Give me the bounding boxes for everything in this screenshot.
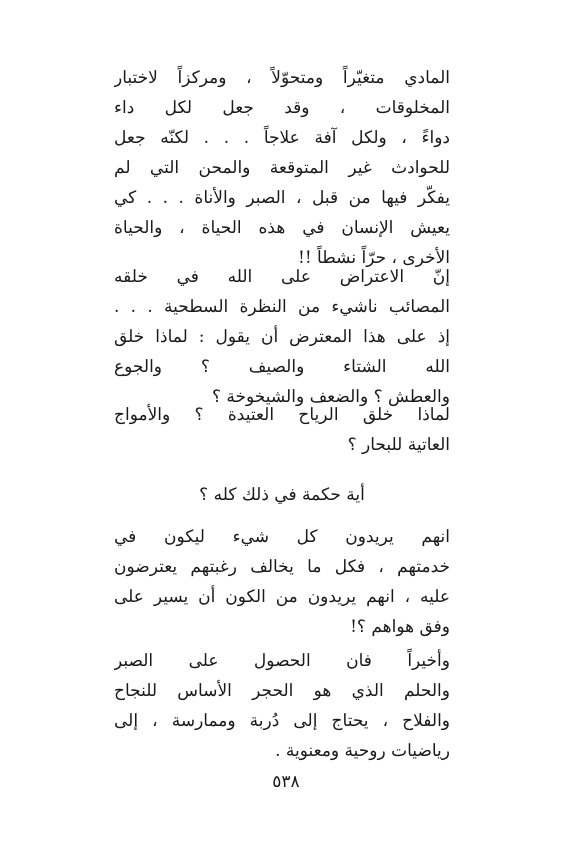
text-line: والحلم الذي هو الحجر الأساس للنجاح bbox=[114, 681, 450, 701]
text-line: المخلوقات ، وقد جعل لكل داء bbox=[114, 98, 450, 118]
text-line: العاتية للبحار ؟ bbox=[347, 435, 450, 455]
paragraph-1 bbox=[114, 63, 450, 273]
text-line: وأخيراً فان الحصول على الصبر bbox=[114, 651, 450, 671]
paragraph-2 bbox=[114, 262, 450, 412]
text-line: عليه ، انهم يريدون من الكون أن يسير على bbox=[114, 587, 450, 607]
text-line: خدمتهم ، فكل ما يخالف رغبتهم يعترضون bbox=[114, 557, 450, 577]
text-line: أية حكمة في ذلك كله ؟ bbox=[199, 485, 365, 505]
text-line: إنّ الاعتراض على الله في خلقه bbox=[114, 267, 450, 287]
text-line: يفكّر فيها من قبل ، الصبر والأناة . . . كي bbox=[114, 188, 450, 208]
paragraph-3 bbox=[114, 400, 450, 460]
text-line: الله الشتاء والصيف ؟ والجوع bbox=[114, 357, 450, 377]
text-line: الأخرى ، حرّاً نشطاً !! bbox=[297, 248, 450, 268]
text-line: المصائب ناشيء من النظرة السطحية . . . bbox=[114, 297, 450, 317]
text-line: انهم يريدون كل شيء ليكون في bbox=[114, 527, 450, 547]
page-number: ٥٣٨ bbox=[272, 772, 300, 792]
paragraph-4 bbox=[114, 480, 450, 510]
text-line: المادي متغيّراً ومتحوّلاً ، ومركزاً لاختبار bbox=[114, 68, 450, 88]
paragraph-5 bbox=[114, 522, 450, 642]
text-line: رياضيات روحية ومعنوية . bbox=[275, 741, 450, 761]
text-line: لماذا خلق الرياح العتيدة ؟ والأمواج bbox=[114, 405, 450, 425]
text-line: إذ على هذا المعترض أن يقول : لماذا خلق bbox=[114, 327, 450, 347]
paragraph-6 bbox=[114, 646, 450, 766]
text-line: دواءً ، ولكل آفة علاجاً . . . لكنّه جعل bbox=[114, 128, 450, 148]
text-line: يعيش الإنسان في هذه الحياة ، والحياة bbox=[114, 218, 450, 238]
text-line: وفق هواهم ؟! bbox=[350, 617, 450, 637]
text-line: والفلاح ، يحتاج إلى دُربة وممارسة ، إلى bbox=[114, 711, 450, 731]
text-line: للحوادث غير المتوقعة والمحن التي لم bbox=[114, 158, 450, 178]
text-line: والعطش ؟ والضعف والشيخوخة ؟ bbox=[211, 387, 450, 407]
